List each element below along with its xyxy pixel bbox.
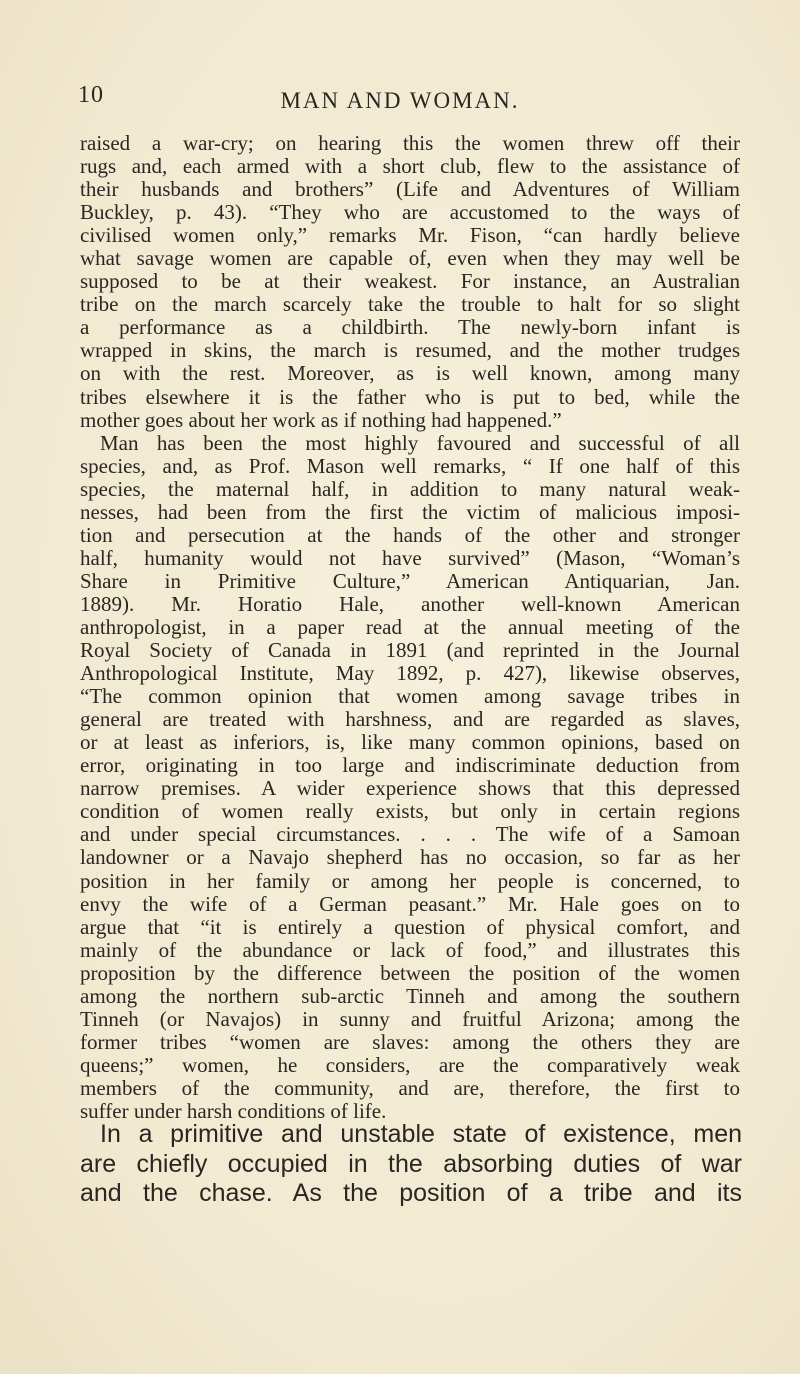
text-line: their husbands and brothers” (Life and Adventures of William: [80, 177, 740, 202]
text-line: anthropologist, in a paper read at the annual meeting of the: [80, 614, 740, 639]
text-line: among the northern sub-arctic Tinneh and among the southern: [80, 983, 740, 1008]
text-line: mainly of the abundance or lack of food,” and illustrates this: [80, 937, 740, 962]
text-line: suffer under harsh conditions of life.: [80, 1098, 387, 1123]
text-line: tribes elsewhere it is the father who is put to bed, while the: [80, 384, 740, 409]
text-line: species, the maternal half, in addition to many natural weak-: [80, 476, 740, 501]
text-line: on with the rest. Moreover, as is well known, among many: [80, 361, 740, 386]
text-line: are chiefly occupied in the absorbing duties of war: [80, 1149, 742, 1178]
large-type-paragraph: [80, 1120, 742, 1209]
text-line: tribe on the march scarcely take the trouble to halt for so slight: [80, 292, 740, 317]
text-line: members of the community, and are, therefore, the first to: [80, 1075, 740, 1100]
text-line: error, originating in too large and indiscriminate deduction from: [80, 753, 740, 778]
text-line: landowner or a Navajo shepherd has no occasion, so far as her: [80, 845, 740, 870]
text-line: Buckley, p. 43). “They who are accustomed to the ways of: [80, 200, 740, 225]
page-number: 10: [78, 82, 104, 108]
running-head: MAN AND WOMAN.: [280, 88, 520, 113]
text-line: argue that “it is entirely a question of physical comfort, and: [80, 914, 740, 939]
text-line: a performance as a childbirth. The newly-born infant is: [80, 315, 740, 340]
text-line: position in her family or among her people is concerned, to: [80, 868, 740, 893]
text-line: condition of women really exists, but only in certain regions: [80, 799, 740, 824]
text-line: Share in Primitive Culture,” American Antiquarian, Jan.: [80, 568, 740, 593]
text-line: raised a war-cry; on hearing this the women threw off their: [80, 131, 740, 155]
text-line: nesses, had been from the first the victim of malicious imposi-: [80, 499, 740, 524]
text-line: former tribes “women are slaves: among the others they are: [80, 1029, 740, 1054]
text-line: narrow premises. A wider experience shows that this depressed: [80, 776, 740, 801]
text-line: or at least as inferiors, is, like many common opinions, based on: [80, 730, 740, 755]
text-line: species, and, as Prof. Mason well remarks, “ If one half of this: [80, 453, 740, 478]
text-line: Anthropological Institute, May 1892, p. 427), likewise observes,: [80, 661, 740, 686]
text-line: wrapped in skins, the march is resumed, and the mother trudges: [80, 338, 740, 363]
text-line: envy the wife of a German peasant.” Mr. Hale goes on to: [80, 891, 740, 916]
text-line: half, humanity would not have survived” (Mason, “Woman’s: [80, 545, 740, 570]
text-line: Royal Society of Canada in 1891 (and reprinted in the Journal: [80, 638, 740, 663]
text-line: and the chase. As the position of a tribe and its: [80, 1179, 742, 1207]
text-line: mother goes about her work as if nothing had happened.”: [80, 407, 562, 432]
text-line: queens;” women, he considers, are the comparatively weak: [80, 1052, 740, 1077]
text-line: Tinneh (or Navajos) in sunny and fruitful Arizona; among the: [80, 1006, 740, 1031]
text-line: 1889). Mr. Horatio Hale, another well-known American: [80, 591, 740, 616]
text-line: general are treated with harshness, and are regarded as slaves,: [80, 707, 740, 732]
text-line: and under special circumstances. . . . The wife of a Samoan: [80, 822, 740, 847]
body-text: [80, 132, 740, 1123]
text-line: tion and persecution at the hands of the other and stronger: [80, 522, 740, 547]
text-line: “The common opinion that women among savage tribes in: [80, 684, 740, 709]
text-line: Man has been the most highly favoured and successful of all: [100, 430, 740, 455]
text-line: supposed to be at their weakest. For instance, an Australian: [80, 269, 740, 294]
text-line: rugs and, each armed with a short club, flew to the assistance of: [80, 154, 740, 179]
text-line: civilised women only,” remarks Mr. Fison, “can hardly believe: [80, 223, 740, 248]
text-line: proposition by the difference between the position of the women: [80, 960, 740, 985]
text-line: In a primitive and unstable state of existence, men: [100, 1120, 742, 1148]
text-line: what savage women are capable of, even when they may well be: [80, 246, 740, 271]
